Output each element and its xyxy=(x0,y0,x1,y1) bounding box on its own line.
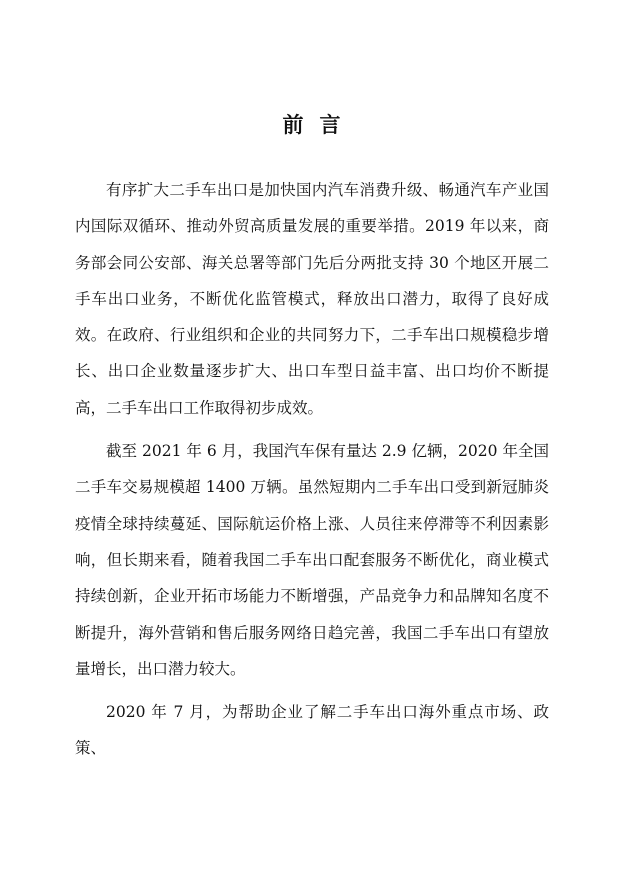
body-text xyxy=(75,172,549,767)
paragraph-1: 有序扩大二手车出口是加快国内汽车消费升级、畅通汽车产业国内国际双循环、推动外贸高质量发展的重要举措。2019 年以来，商务部会同公安部、海关总署等部门先后分两批支持 30 个地区开展二手车出口业务，不断优化监管模式，释放出口潜力，取得了良好成效。在政府、行业组织和企业的共同努力下，二手车出口规模稳步增长、出口企业数量逐步扩大、出口车型日益丰富、出口均价不断提高，二手车出口工作取得初步成效。 xyxy=(75,181,549,417)
paragraph-3: 2020 年 7 月，为帮助企业了解二手车出口海外重点市场、政策、 xyxy=(75,703,549,758)
page-title: 前言 xyxy=(282,113,357,137)
paragraph-2: 截至 2021 年 6 月，我国汽车保有量达 2.9 亿辆，2020 年全国二手车交易规模超 1400 万辆。虽然短期内二手车出口受到新冠肺炎疫情全球持续蔓延、国际航运价格上涨、人员往来停滞等不利因素影响，但长期来看，随着我国二手车出口配套服务不断优化，商业模式持续创新，企业开拓市场能力不断增强，产品竞争力和品牌知名度不断提升，海外营销和售后服务网络日趋完善，我国二手车出口有望放量增长，出口潜力较大。 xyxy=(75,442,549,678)
